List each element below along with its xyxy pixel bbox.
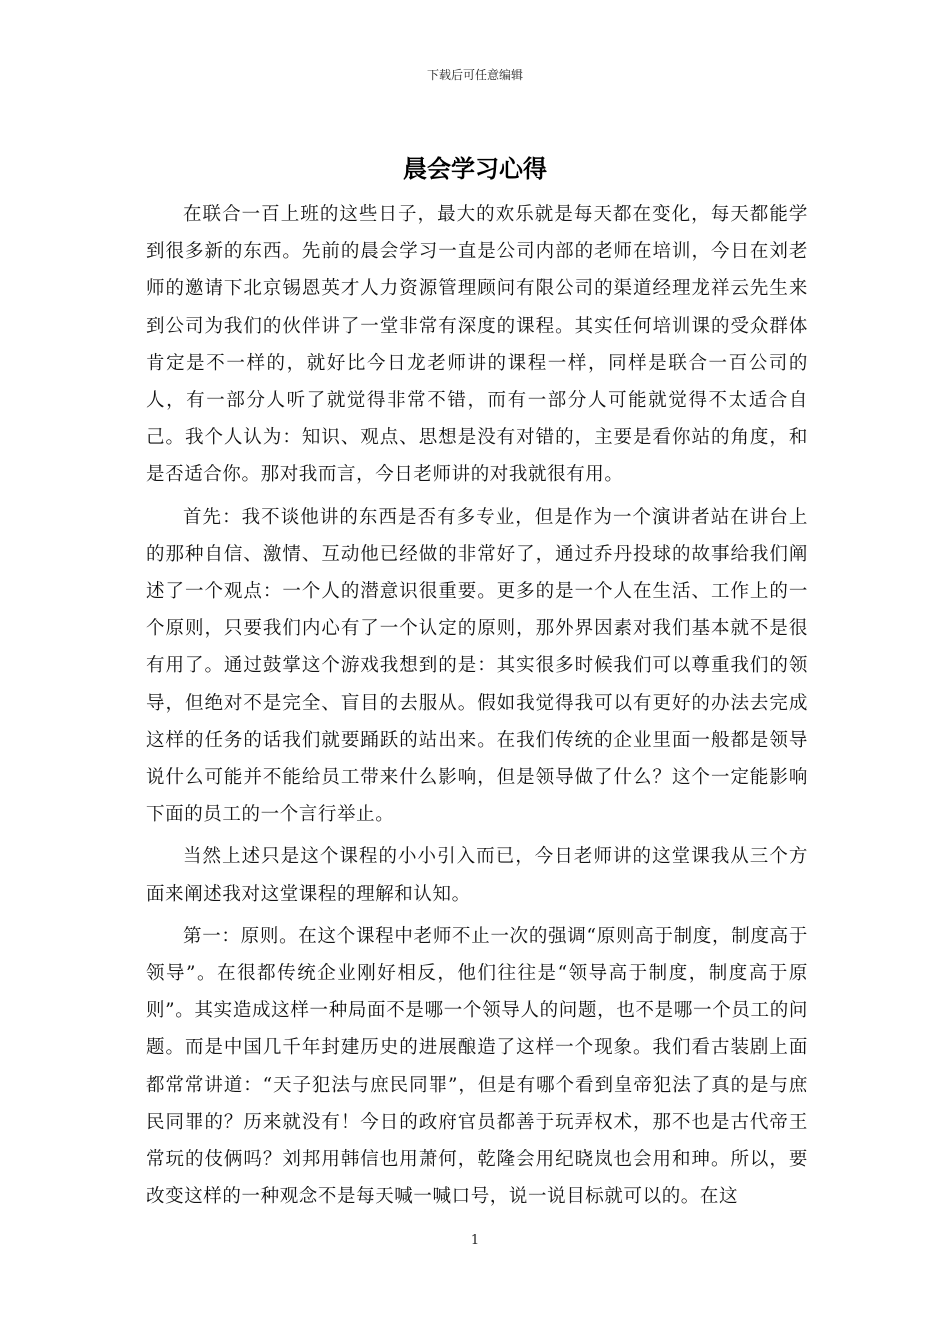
paragraph: 首先：我不谈他讲的东西是否有多专业，但是作为一个演讲者站在讲台上的那种自信、激情、互动他已经做的非常好了，通过乔丹投球的故事给我们阐述了一个观点：一个人的潜意识很重要。更多的是一个人在生活、工作上的一个原则，只要我们内心有了一个认定的原则，那外界因素对我们基本就不是很有用了。通过鼓掌这个游戏我想到的是：其实很多时候我们可以尊重我们的领导，但绝对不是完全、盲目的去服从。假如我觉得我可以有更好的办法去完成这样的任务的话我们就要踊跃的站出来。在我们传统的企业里面一般都是领导说什么可能并不能给员工带来什么影响，但是领导做了什么？这个一定能影响下面的员工的一个言行举止。 [146, 506, 808, 826]
document-title: 晨会学习心得 [403, 155, 547, 183]
paragraph: 第一：原则。在这个课程中老师不止一次的强调“原则高于制度，制度高于领导”。在很都传统企业刚好相反，他们往往是“领导高于制度，制度高于原则”。其实造成这样一种局面不是哪一个领导人的问题，也不是哪一个员工的问题。而是中国几千年封建历史的进展酿造了这样一个现象。我们看古装剧上面都常常讲道：“天子犯法与庶民同罪”，但是有哪个看到皇帝犯法了真的是与庶民同罪的？历来就没有！今日的政府官员都善于玩弄权术，那不也是古代帝王常玩的伎俩吗？刘邦用韩信也用萧何，乾隆会用纪晓岚也会用和珅。所以，要改变这样的一种观念不是每天喊一喊口号，说一说目标就可以的。在这 [146, 925, 808, 1208]
paragraph: 在联合一百上班的这些日子，最大的欢乐就是每天都在变化，每天都能学到很多新的东西。先前的晨会学习一直是公司内部的老师在培训，今日在刘老师的邀请下北京锡恩英才人力资源管理顾问有限公司的渠道经理龙祥云先生来到公司为我们的伙伴讲了一堂非常有深度的课程。其实任何培训课的受众群体肯定是不一样的，就好比今日龙老师讲的课程一样，同样是联合一百公司的人，有一部分人听了就觉得非常不错，而有一部分人可能就觉得不太适合自己。我个人认为：知识、观点、思想是没有对错的，主要是看你站的角度，和是否适合你。那对我而言，今日老师讲的对我就很有用。 [146, 204, 808, 486]
paragraph: 当然上述只是这个课程的小小引入而已，今日老师讲的这堂课我从三个方面来阐述我对这堂课程的理解和认知。 [146, 846, 808, 905]
document-body [146, 196, 808, 1220]
page-number: 1 [470, 1233, 480, 1248]
header-note: 下载后可任意编辑 [426, 68, 523, 82]
